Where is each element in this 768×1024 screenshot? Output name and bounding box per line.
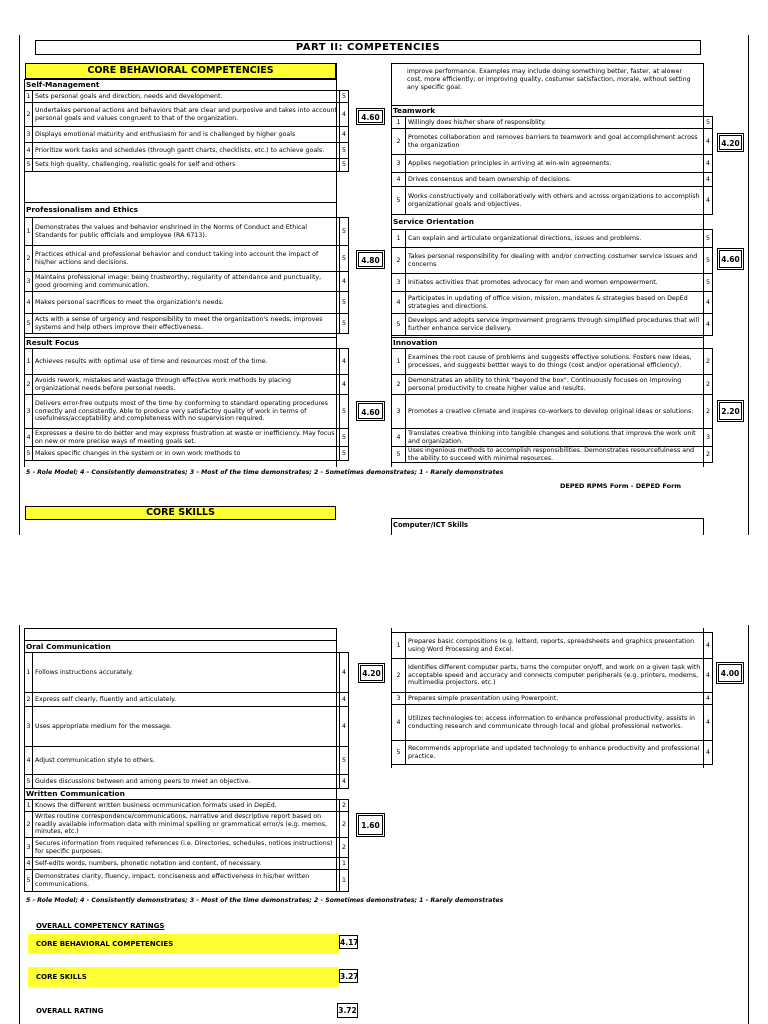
result-focus-table: 1 Achieves results with optimal use of time and resources most of the time. 4 2 Avoids rework, mistakes and wastage through effective work methods by placing organizational needs before personal needs. 4 3 Delivers error-free outputs most of the time by conforming to standard operating procedures correctly and consistently. Able to produce very satisfactoy quality of work in terms of usefulness/acceptability and completeness with no supervision required. 5 4 Expresses a desire to do better and may express frustration at waste or inefficiency. May focus on new or more precise ways of meeting goals set. 5 5 Makes specific changes in the system or in own work methods to 5 [24, 348, 349, 461]
self-management-avg: 4.60 [356, 108, 385, 125]
innovation-header: Innovation [391, 337, 704, 348]
innovation-avg: 2.20 [717, 400, 744, 422]
form-name: DEPED RPMS Form - DEPED Form [560, 482, 682, 490]
overall-cbc-label [28, 934, 339, 954]
ict-table: 1 Prepares basic compositions (e.g. letterd, reports, spreadsheets and graphics presentation using Word Processing and Excel. 4 2 Identifies different computer parts, turns the computer on/off, and work on a given task with acceptable speed and accuracy and connects computer peripherals (e.g. printers, modems, multimedia projectors, etc.) 4 3 Prepares simple presentation using Powerpoint. 4 4 Utilizes technologies to: access information to enhance professional productivity, assists in conducting research and communicate through local and global professional networks. 4 5 Recommends appropriate and updated technology to enhance productivity and professional practice. 4 [391, 632, 713, 765]
ict-header: Computer/ICT Skills [393, 521, 469, 529]
cbc-title: CORE BEHAVIORAL COMPETENCIES [25, 63, 336, 79]
oral-header: Oral Communication [24, 640, 337, 652]
professionalism-avg: 4.80 [356, 250, 385, 269]
core-skills-title: CORE SKILLS [25, 506, 336, 520]
part-title: PART II: COMPETENCIES [35, 40, 701, 55]
overall-rating-label: OVERALL RATING [36, 1007, 104, 1015]
self-management-header: Self-Management [24, 79, 337, 90]
written-avg: 1.60 [356, 813, 385, 837]
written-table: 1 Knows the different written business ocmmunication formats used in DepEd. 2 2 Writes routine correspondence/communications, narrative and descriptive report based on readily available information data with minimal spelling or grammatical error/s (e.g. memos, minutes, etc.) 2 3 Secures information from required references (i.e. Directories, schedules, notices instructions) for specific purposes. 2 4 Self-edits words, numbers, phonetic notation and content, of necessary. 1 5 Demonstrates clarity, fluency, impact, conciseness and effectiveness in his/her written communications. 1 [24, 799, 349, 892]
result-focus-avg: 4.60 [356, 401, 385, 421]
innovation-table: 1 Examines the root cause of problems and suggests effective solutions. Fosters new ideas, processes, and suggests bettter ways to do things (cost and/or operational efficiency). 2 2 Demonstrates an ability to think "beyond the box". Continuously focuses on improving personal productivity to create higher value and results. 2 3 Promotes a creative climate and inspires co-workers to develop original ideas or solutions. 2 4 Translates creative thinking into tangible changes and solutions that improve the work unit and organization. 3 5 Uses ingenious methods to accomplish responsibilities. Demonstrates resourcefulness and the ability to succeed with minimal resources. 2 [391, 348, 713, 463]
service-table: 1 Can explain and articulate organizational directions, issues and problems. 5 2 Takes personal responsibility for dealing with and/or correcting costumer service issues and concerns 5 3 Initiates activities that promotes advocacy for men and women empowerment. 5 4 Participates in updating of office vision, mission, mandates & strategies based on DepEd strategies and directions. 4 5 Develops and adopts service improvement programs through simplified procedures that will further enhance service delivery. 4 [391, 229, 713, 336]
result-focus-continued: improve performance. Examples may include doing something better, faster, at alower cost, more efficiently; or improving quality, costumer satisfaction, morale, without setting any specific goal. [407, 68, 691, 91]
rating-legend: 5 - Role Model; 4 - Consistently demonstrates; 3 - Most of the time demonstrates; 2 - Sometimes demonstrates; 1 - Rarely demonstrates [26, 469, 504, 476]
overall-cbc-text: CORE BEHAVIORAL COMPETENCIES [36, 940, 174, 948]
rating-legend-2: 5 - Role Model; 4 - Consistently demonstrates; 3 - Most of the time demonstrates; 2 - Sometimes demonstrates; 1 - Rarely demonstrates [26, 897, 504, 904]
overall-cs-value: 3.27 [339, 969, 358, 983]
ict-avg: 4.00 [716, 662, 744, 684]
teamwork-avg: 4.20 [717, 133, 744, 152]
service-avg: 4.60 [717, 248, 744, 270]
overall-rating-value: 3.72 [337, 1003, 358, 1018]
oral-table: 1 Follows instructions accurately. 4 2 Express self clearly, fluently and articulately. 4 3 Uses appropriate medium for the message. 4 4 Adjust communication style to others. 5 5 Guides discussions between and among peers to meet an objective. 4 [24, 652, 349, 789]
overall-cs-label [28, 967, 339, 987]
overall-cs-text: CORE SKILLS [36, 973, 87, 981]
oral-avg: 4.20 [358, 663, 385, 683]
teamwork-header: Teamwork [391, 105, 704, 116]
service-header: Service Orientation [391, 214, 704, 229]
overall-title: OVERALL COMPETENCY RATINGS [36, 922, 165, 930]
teamwork-table: 1 Willingly does his/her share of responsiblity. 5 2 Promotes collaboration and removes barriers to teamwork and goal accomplishment across the organization 4 3 Applies negotiation principles in arriving at win-win agreements. 4 4 Drives consensus and team ownership of decisions. 4 5 Works constructively and collaboratively with others and across organizations to accomplish organizational goals and objectives. 4 [391, 116, 713, 215]
result-focus-header: Result Focus [24, 337, 337, 348]
professionalism-header: Professionalism and Ethics [24, 202, 337, 217]
self-management-table: 1 Sets personal goals and direction, needs and development. 5 2 Undertakes personal actions and behaviors that are clear and purposive and takes into account personal goals and values congruent to that of the organization. 4 3 Displays emotional maturity and enthusiasm for and is challenged by higher goals 4 4 Prioritize work tasks and schedules (through gantt charts, checklists, etc.) to achieve goals. 5 5 Sets high quality, challenging, realistic goals for self and others 5 [24, 90, 349, 172]
written-header: Written Communication [24, 788, 337, 799]
overall-cbc-value: 4.17 [339, 935, 358, 949]
professionalism-table: 1 Demonstrates the values and behavior enshrined in the Norms of Conduct and Ethical Standards for public officials and employee (RA 6713). 5 2 Practices ethical and professional behavior and conduct taking into account the impact of his/her actions and decisions. 5 3 Maintains professional image: being trustworthy, regularity of attendance and punctuality, good grooming and communication. 4 4 Makes personal sacrifices to meet the organization's needs. 5 5 Acts with a sense of urgency and responsibility to meet the organization's needs, improves systems and help others improve their effectiveness. 5 [24, 217, 349, 334]
